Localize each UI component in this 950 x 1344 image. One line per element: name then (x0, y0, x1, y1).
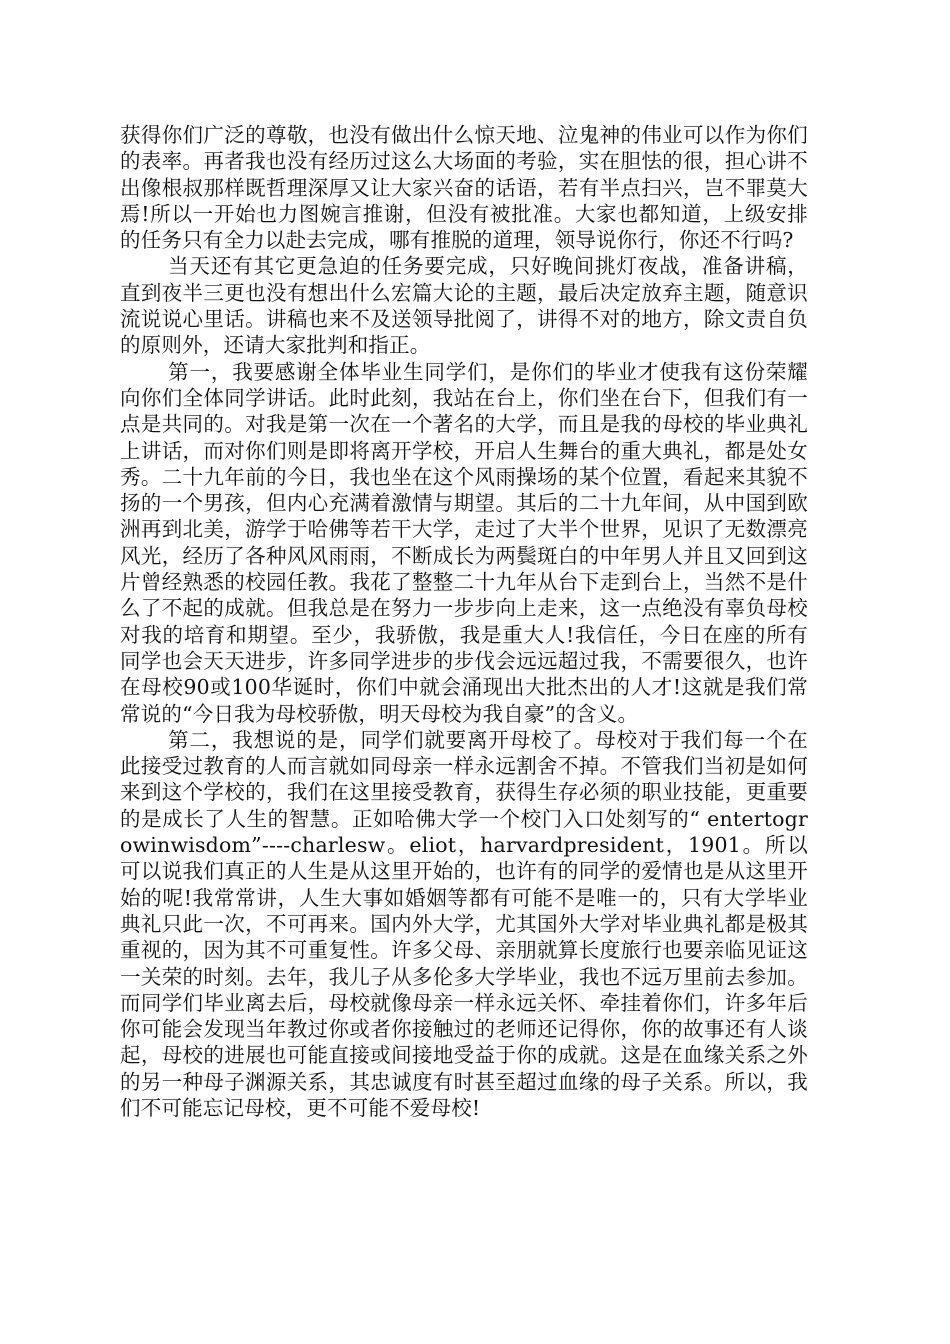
paragraph-1: 获得你们广泛的尊敬，也没有做出什么惊天地、泣鬼神的伟业可以作为你们的表率。再者我也没有经历过这么大场面的考验，实在胆怯的很，担心讲不出像根叔那样既哲理深厚又让大家兴奋的话语，若有半点扫兴，岂不罪莫大焉!所以一开始也力图婉言推谢，但没有被批准。大家也都知道，上级安排的任务只有全力以赴去完成，哪有推脱的道理，领导说你行，你还不行吗? (120, 123, 808, 253)
paragraph-2: 当天还有其它更急迫的任务要完成，只好晚间挑灯夜战，准备讲稿，直到夜半三更也没有想出什么宏篇大论的主题，最后决定放弃主题，随意识流说说心里话。讲稿也来不及送领导批阅了，讲得不对的地方，除文责自负的原则外，还请大家批判和指正。 (120, 254, 808, 358)
paragraph-3: 第一，我要感谢全体毕业生同学们，是你们的毕业才使我有这份荣耀向你们全体同学讲话。此时此刻，我站在台上，你们坐在台下，但我们有一点是共同的。对我是第一次在一个著名的大学，而且是我的母校的毕业典礼上讲话，而对你们则是即将离开学校，开启人生舞台的重大典礼，都是处女秀。二十九年前的今日，我也坐在这个风雨操场的某个位置，看起来其貌不扬的一个男孩，但内心充满着激情与期望。其后的二十九年间，从中国到欧洲再到北美，游学于哈佛等若干大学，走过了大半个世界，见识了无数漂亮风光，经历了各种风风雨雨，不断成长为两鬓斑白的中年男人并且又回到这片曾经熟悉的校园任教。我花了整整二十九年从台下走到台上，当然不是什么了不起的成就。但我总是在努力一步步向上走来，这一点绝没有辜负母校对我的培育和期望。至少，我骄傲，我是重大人!我信任，今日在座的所有同学也会天天进步，许多同学进步的步伐会远远超过我，不需要很久，也许在母校90或100华诞时，你们中就会涌现出大批杰出的人才!这就是我们常常说的“今日我为母校骄傲，明天母校为我自豪”的含义。 (120, 359, 808, 726)
paragraph-4: 第二，我想说的是，同学们就要离开母校了。母校对于我们每一个在此接受过教育的人而言就如同母亲一样永远割舍不掉。不管我们当初是如何来到这个学校的，我们在这里接受教育，获得生存必须的职业技能，更重要的是成长了人生的智慧。正如哈佛大学一个校门入口处刻写的“ entertogrowinwisdom”----charlesw。eliot，harvardpresident，1901。所以可以说我们真正的人生是从这里开始的，也许有的同学的爱情也是从这里开始的呢!我常常讲，人生大事如婚姻等都有可能不是唯一的，只有大学毕业典礼只此一次，不可再来。国内外大学，尤其国外大学对毕业典礼都是极其重视的，因为其不可重复性。许多父母、亲朋就算长度旅行也要亲临见证这一关荣的时刻。去年，我儿子从多伦多大学毕业，我也不远万里前去参加。而同学们毕业离去后，母校就像母亲一样永远关怀、牵挂着你们，许多年后你可能会发现当年教过你或者你接触过的老师还记得你，你的故事还有人谈起，母校的进展也可能直接或间接地受益于你的成就。这是在血缘关系之外的另一种母子渊源关系，其忠诚度有时甚至超过血缘的母子关系。所以，我们不可能忘记母校，更不可能不爱母校! (120, 727, 808, 1120)
document-body (120, 122, 808, 1121)
